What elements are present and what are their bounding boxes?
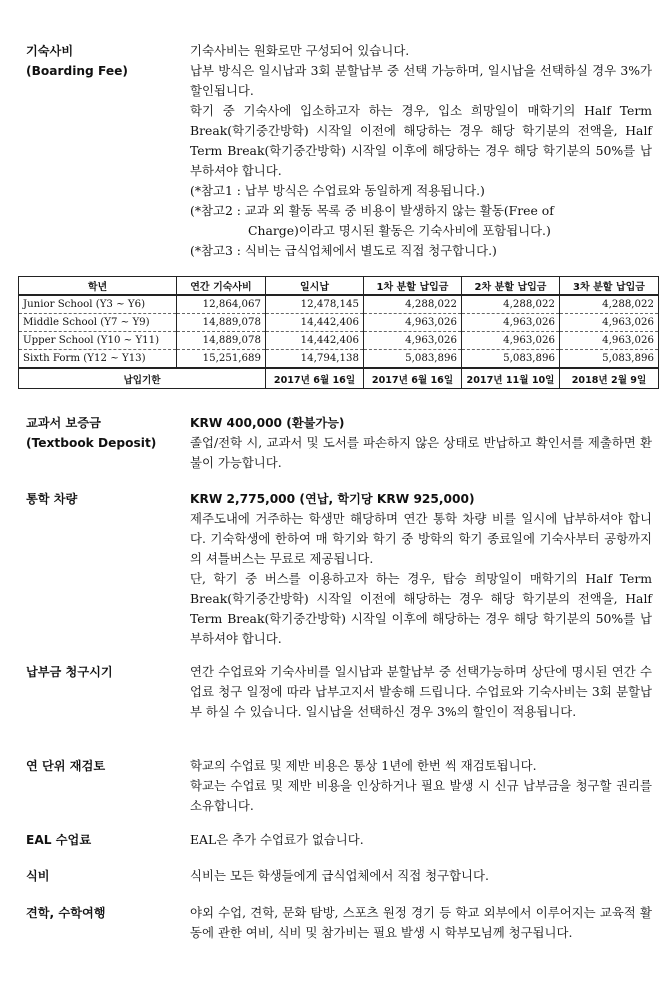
- review-text-1: 학교의 수업료 및 제반 비용은 통상 1년에 한번 씩 재검토됩니다.: [190, 758, 537, 773]
- cell-lump-sum: 12,478,145: [266, 295, 364, 314]
- textbook-text: 졸업/전학 시, 교과서 및 도서를 파손하지 않은 상태로 반납하고 확인서를 제출하면 환불이 가능합니다.: [190, 435, 652, 470]
- billing-text: 연간 수업료와 기숙사비를 일시납과 분할납부 중 선택가능하며 상단에 명시된 연간 수업료 청구 일정에 따라 납부고지서 발송해 드립니다. 수업료와 기숙사비는 3회 분할납부 하실 수 있습니다. 일시납을 선택하신 경우 3%의 할인이 적용됩니다.: [190, 664, 652, 719]
- cell-installment-1: 4,963,026: [364, 314, 462, 332]
- due-date-label: 납입기한: [19, 368, 266, 389]
- cell-installment-2: 4,963,026: [462, 332, 560, 350]
- billing-label: 납부금 청구시기: [26, 665, 113, 679]
- cell-annual: 14,889,078: [177, 314, 266, 332]
- cell-grade: Sixth Form (Y12 ~ Y13): [19, 350, 177, 369]
- cell-lump-sum: 14,794,138: [266, 350, 364, 369]
- table-row: [19, 332, 659, 350]
- table-due-date-row: [19, 368, 659, 389]
- header-grade: 학년: [19, 277, 177, 296]
- due-date-installment-3: 2018년 2월 9일: [560, 368, 659, 389]
- boarding-label-en: (Boarding Fee): [26, 64, 128, 78]
- header-installment-2: 2차 분할 납입금: [462, 277, 560, 296]
- bus-body: [190, 489, 652, 649]
- bus-amount: KRW 2,775,000 (연납, 학기당 KRW 925,000): [190, 492, 475, 506]
- boarding-line-3: 학기 중 기숙사에 입소하고자 하는 경우, 입소 희망일이 매학기의 Half Term Break(학기중간방학) 시작일 이전에 해당하는 경우 해당 학기분의 전액을, Half Term Break(학기중간방학) 시작일 이후에 해당하는 경우 해당 학기분의 50%를 납부하셔야 합니다.: [190, 103, 652, 178]
- cell-grade: Junior School (Y3 ~ Y6): [19, 295, 177, 314]
- cell-installment-2: 5,083,896: [462, 350, 560, 369]
- textbook-label: [26, 413, 186, 453]
- bus-label: 통학 차량: [26, 492, 78, 506]
- textbook-label-en: (Textbook Deposit): [26, 436, 157, 450]
- table-row: [19, 295, 659, 314]
- textbook-body: [190, 413, 652, 473]
- meals-label: 식비: [26, 869, 50, 883]
- cell-installment-1: 5,083,896: [364, 350, 462, 369]
- due-date-installment-1: 2017년 6월 16일: [364, 368, 462, 389]
- cell-annual: 14,889,078: [177, 332, 266, 350]
- cell-installment-3: 4,288,022: [560, 295, 659, 314]
- trips-text: 야외 수업, 견학, 문화 탐방, 스포츠 원정 경기 등 학교 외부에서 이루어지는 교육적 활동에 관한 여비, 식비 및 참가비는 필요 발생 시 학부모님께 청구됩니다.: [190, 905, 652, 940]
- cell-installment-3: 4,963,026: [560, 314, 659, 332]
- cell-grade: Upper School (Y10 ~ Y11): [19, 332, 177, 350]
- cell-installment-1: 4,288,022: [364, 295, 462, 314]
- cell-grade: Middle School (Y7 ~ Y9): [19, 314, 177, 332]
- boarding-line-1: 기숙사비는 원화로만 구성되어 있습니다.: [190, 43, 410, 58]
- cell-installment-2: 4,288,022: [462, 295, 560, 314]
- boarding-line-2: 납부 방식은 일시납과 3회 분할납부 중 선택 가능하며, 일시납을 선택하실 경우 3%가 할인됩니다.: [190, 63, 652, 98]
- table-header-row: [19, 277, 659, 296]
- boarding-note-1: (*참고1 : 납부 방식은 수업료와 동일하게 적용됩니다.): [190, 183, 485, 198]
- meals-body: [190, 866, 652, 886]
- review-label: 연 단위 재검토: [26, 759, 106, 773]
- boarding-fee-table: [18, 276, 659, 389]
- trips-label: 견학, 수학여행: [26, 906, 106, 920]
- review-text-2: 학교는 수업료 및 제반 비용을 인상하거나 필요 발생 시 신규 납부금을 청구할 권리를 소유합니다.: [190, 778, 652, 813]
- table-row: [19, 350, 659, 369]
- eal-text: EAL은 추가 수업료가 없습니다.: [190, 832, 364, 847]
- bus-text-1: 제주도내에 거주하는 학생만 해당하며 연간 통학 차량 비를 일시에 납부하셔야 합니다. 기숙학생에 한하여 매 학기와 학기 중 방학의 학기 종료일에 기숙사부터 공항까지의 셔틀버스는 무료로 제공됩니다.: [190, 511, 652, 566]
- billing-body: [190, 662, 652, 722]
- cell-installment-3: 5,083,896: [560, 350, 659, 369]
- textbook-label-ko: 교과서 보증금: [26, 416, 101, 430]
- cell-installment-2: 4,963,026: [462, 314, 560, 332]
- cell-lump-sum: 14,442,406: [266, 332, 364, 350]
- header-annual: 연간 기숙사비: [177, 277, 266, 296]
- boarding-body: [190, 41, 652, 261]
- textbook-amount: KRW 400,000 (환불가능): [190, 416, 345, 430]
- eal-body: [190, 830, 652, 850]
- due-date-installment-2: 2017년 11월 10일: [462, 368, 560, 389]
- header-installment-1: 1차 분할 납입금: [364, 277, 462, 296]
- cell-installment-3: 4,963,026: [560, 332, 659, 350]
- trips-body: [190, 903, 652, 943]
- header-installment-3: 3차 분할 납입금: [560, 277, 659, 296]
- cell-annual: 15,251,689: [177, 350, 266, 369]
- boarding-note-2a: (*참고2 : 교과 외 활동 목록 중 비용이 발생하지 않는 활동(Free of: [190, 203, 554, 218]
- boarding-note-2b: Charge)이라고 명시된 활동은 기숙사비에 포함됩니다.): [248, 223, 551, 238]
- boarding-label: [26, 41, 186, 81]
- table-row: [19, 314, 659, 332]
- cell-installment-1: 4,963,026: [364, 332, 462, 350]
- header-lump-sum: 일시납: [266, 277, 364, 296]
- bus-text-2: 단, 학기 중 버스를 이용하고자 하는 경우, 탑승 희망일이 매학기의 Half Term Break(학기중간방학) 시작일 이전에 해당하는 경우 해당 학기분의 전액을, Half Term Break(학기중간방학) 시작일 이후에 해당하는 경우 해당 학기분의 50%를 납부하셔야 합니다.: [190, 571, 652, 646]
- meals-text: 식비는 모든 학생들에게 급식업체에서 직접 청구합니다.: [190, 868, 489, 883]
- boarding-label-ko: 기숙사비: [26, 44, 74, 58]
- boarding-note-3: (*참고3 : 식비는 급식업체에서 별도로 직접 청구합니다.): [190, 243, 497, 258]
- review-body: [190, 756, 652, 816]
- eal-label: EAL 수업료: [26, 833, 92, 847]
- cell-annual: 12,864,067: [177, 295, 266, 314]
- cell-lump-sum: 14,442,406: [266, 314, 364, 332]
- due-date-lump-sum: 2017년 6월 16일: [266, 368, 364, 389]
